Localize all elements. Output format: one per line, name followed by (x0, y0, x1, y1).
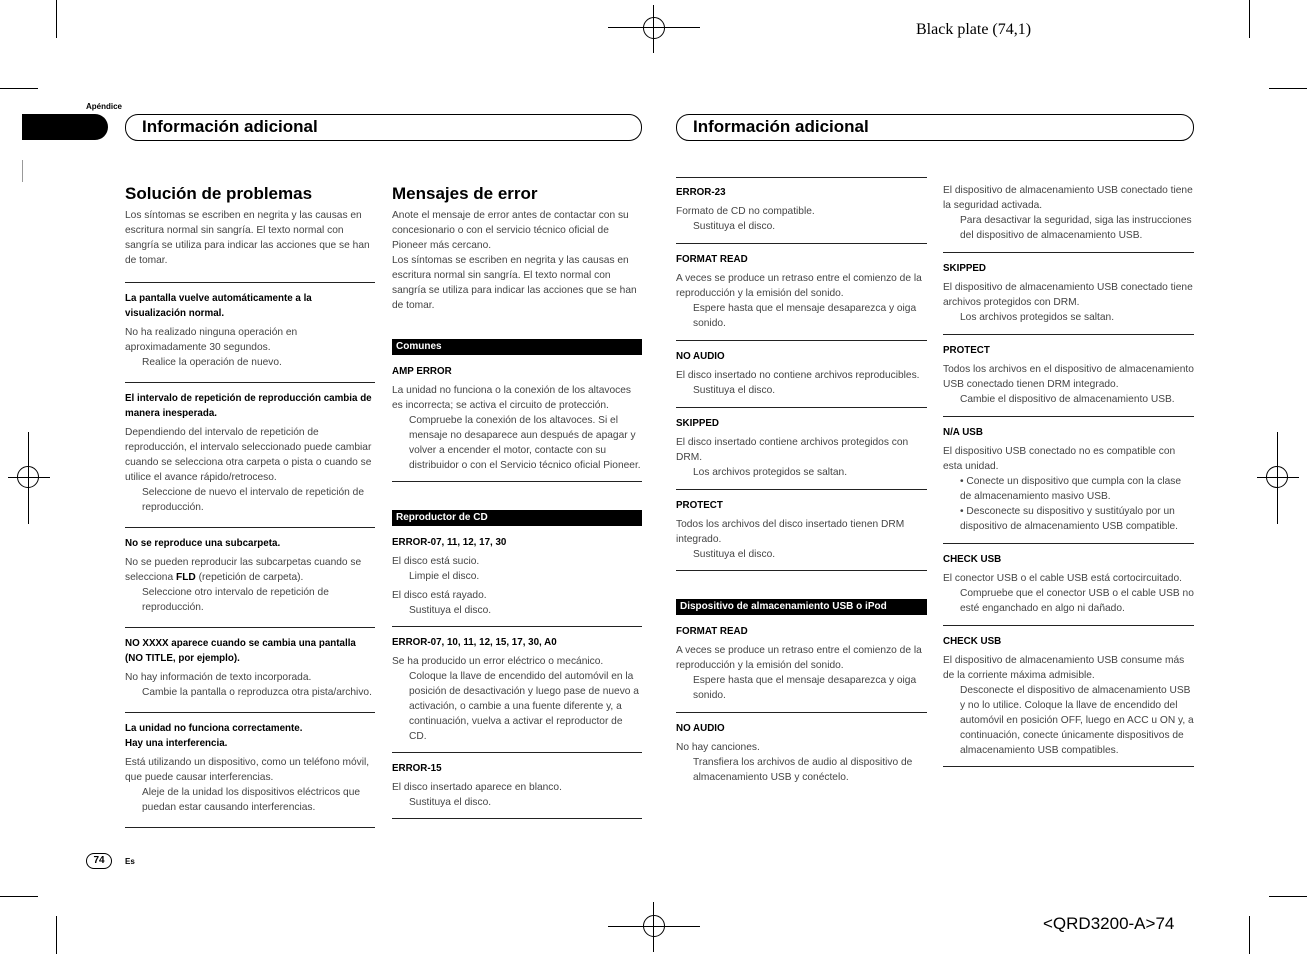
page-number: 74 (86, 853, 112, 869)
item (676, 712, 927, 785)
section-bar-common: Comunes (392, 339, 642, 355)
item (125, 282, 375, 370)
crop-mark (0, 88, 38, 89)
action: • Conecte un dispositivo que cumpla con la clase de almacenamiento masivo USB. (960, 476, 1182, 502)
header-left (125, 114, 642, 141)
cause-text: (repetición de carpeta). (195, 572, 304, 583)
registration-mark-top (608, 0, 700, 56)
error-code: PROTECT (676, 500, 723, 511)
cause: El dispositivo de almacenamiento USB consume más de la corriente máxima admisible. (943, 655, 1185, 681)
action: Cambie el dispositivo de almacenamiento USB. (960, 394, 1175, 405)
cause: Está utilizando un dispositivo, como un teléfono móvil, que puede causar interferencias. (125, 757, 370, 783)
cause: Todos los archivos en el dispositivo de almacenamiento USB conectado tienen DRM integrado. (943, 364, 1194, 390)
action: Cambie la pantalla o reproduzca otra pista/archivo. (142, 687, 372, 698)
symptom: Hay una interferencia. (125, 738, 228, 749)
item (943, 416, 1194, 534)
crop-mark (1249, 0, 1250, 38)
item (676, 243, 927, 331)
symptom: No se reproduce una subcarpeta. (125, 538, 281, 549)
item (676, 624, 927, 703)
error-code: NO AUDIO (676, 351, 725, 362)
cause: No hay canciones. (676, 742, 760, 753)
header-title: Información adicional (142, 117, 318, 136)
action: Espere hasta que el mensaje desaparezca y oiga sonido. (693, 675, 917, 701)
cause-text: No se pueden reproducir las subcarpetas cuando se selecciona (125, 557, 362, 583)
cause: El conector USB o el cable USB está cortocircuitado. (943, 573, 1182, 584)
action: Aleje de la unidad los dispositivos eléctricos que puedan estar causando interferencias. (142, 787, 361, 813)
cause: El disco está sucio. (392, 556, 480, 567)
error-code: AMP ERROR (392, 366, 452, 377)
section-label: Apéndice (86, 102, 123, 111)
error-code: ERROR-23 (676, 187, 726, 198)
cause: Formato de CD no compatible. (676, 206, 815, 217)
cause: A veces se produce un retraso entre el comienzo de la reproducción y la emisión del sonido. (676, 645, 922, 671)
header-title: Información adicional (693, 117, 869, 136)
item (943, 183, 1194, 243)
crop-mark (22, 160, 23, 182)
item (125, 627, 375, 700)
crop-mark (1269, 88, 1307, 89)
action: Los archivos protegidos se saltan. (693, 467, 848, 478)
registration-mark-left (8, 432, 50, 524)
action: Coloque la llave de encendido del automóvil en la posición de desactivación y luego pase de nuevo a activación, o cambie a una fuente diferente y, a continuación, vuelva a activar el reproductor de CD. (409, 671, 639, 742)
section-tab (22, 114, 108, 140)
cause: El dispositivo USB conectado no es compatible con esta unidad. (943, 446, 1176, 472)
divider (943, 766, 1194, 767)
cause: No ha realizado ninguna operación en aproximadamente 30 segundos. (125, 327, 298, 353)
item (392, 752, 642, 810)
cause: Todos los archivos del disco insertado tienen DRM integrado. (676, 519, 905, 545)
cause: El disco insertado contiene archivos protegidos con DRM. (676, 437, 909, 463)
action: Seleccione de nuevo el intervalo de repetición de reproducción. (142, 487, 365, 513)
action: Seleccione otro intervalo de repetición de reproducción. (142, 587, 329, 613)
action: Limpie el disco. (409, 571, 480, 582)
error-code: FORMAT READ (676, 254, 748, 265)
header-right (676, 114, 1194, 141)
item (676, 177, 927, 234)
cause: El dispositivo de almacenamiento USB conectado tiene archivos protegidos con DRM. (943, 282, 1193, 308)
action: Sustituya el disco. (693, 221, 776, 232)
error-code: CHECK USB (943, 636, 1002, 647)
error-code: SKIPPED (676, 418, 720, 429)
crop-mark (56, 916, 57, 954)
item (125, 712, 375, 815)
symptom: La unidad no funciona correctamente. (125, 723, 303, 734)
item (676, 407, 927, 480)
registration-mark-bottom (608, 902, 700, 954)
cause: El disco está rayado. (392, 590, 487, 601)
action: Sustituya el disco. (693, 385, 776, 396)
cause: El disco insertado no contiene archivos reproducibles. (676, 370, 920, 381)
item (392, 364, 642, 473)
error-code: FORMAT READ (676, 626, 748, 637)
item (943, 543, 1194, 616)
action: Realice la operación de nuevo. (142, 357, 282, 368)
error-code: ERROR-15 (392, 763, 442, 774)
column-errors-cont (676, 177, 927, 785)
cause: El dispositivo de almacenamiento USB conectado tiene la seguridad activada. (943, 185, 1193, 211)
item (676, 489, 927, 562)
symptom: El intervalo de repetición de reproducción cambia de manera inesperada. (125, 393, 372, 419)
intro: Anote el mensaje de error antes de contactar con su concesionario o con el servicio técnico oficial de Pioneer más cercano. (392, 210, 629, 251)
crop-mark (56, 0, 57, 38)
cause: No hay información de texto incorporada. (125, 672, 312, 683)
action: Los archivos protegidos se saltan. (960, 312, 1115, 323)
item (392, 535, 642, 618)
cause: A veces se produce un retraso entre el comienzo de la reproducción y la emisión del sonido. (676, 273, 922, 299)
cause: El disco insertado aparece en blanco. (392, 782, 562, 793)
error-code: ERROR-07, 11, 12, 17, 30 (392, 537, 507, 548)
action: Compruebe que el conector USB o el cable USB no esté enganchado en algo ni dañado. (960, 588, 1194, 614)
item (943, 252, 1194, 325)
document-code: <QRD3200-A>74 (1043, 914, 1175, 933)
action: Para desactivar la seguridad, siga las instrucciones del dispositivo de almacenamiento USB. (960, 215, 1192, 241)
action: Transfiera los archivos de audio al dispositivo de almacenamiento USB y conéctelo. (693, 757, 913, 783)
cause: Se ha producido un error eléctrico o mecánico. (392, 656, 604, 667)
intro: Los síntomas se escriben en negrita y las causas en escritura normal sin sangría. El texto normal con sangría se utiliza para indicar las acciones que se han de tomar. (125, 210, 370, 266)
divider (125, 827, 375, 828)
cause: La unidad no funciona o la conexión de los altavoces es incorrecta; se activa el circuito de protección. (392, 385, 632, 411)
cause (125, 555, 375, 585)
section-bar-cd: Reproductor de CD (392, 510, 642, 526)
action: Sustituya el disco. (409, 605, 492, 616)
section-bar-usb: Dispositivo de almacenamiento USB o iPod (676, 599, 927, 615)
cause-bold: FLD (175, 572, 196, 583)
crop-mark (1249, 916, 1250, 954)
language-code: Es (125, 857, 135, 866)
symptom: NO XXXX aparece cuando se cambia una pantalla (NO TITLE, por ejemplo). (125, 638, 356, 664)
intro: Los síntomas se escriben en negrita y las causas en escritura normal sin sangría. El texto normal con sangría se utiliza para indicar las acciones que se han de tomar. (392, 255, 637, 311)
action: Sustituya el disco. (409, 797, 492, 808)
symptom: La pantalla vuelve automáticamente a la visualización normal. (125, 293, 312, 319)
item (943, 625, 1194, 758)
column-troubleshooting (125, 184, 375, 828)
divider (392, 818, 642, 819)
error-code: ERROR-07, 10, 11, 12, 15, 17, 30, A0 (392, 637, 557, 648)
action: Compruebe la conexión de los altavoces. Si el mensaje no desaparece aun después de apagar y volver a encender el motor, contacte con su distribuidor o con el Servicio técnico oficial Pioneer. (409, 415, 641, 471)
crop-mark (1269, 896, 1307, 897)
crop-mark (0, 896, 38, 897)
column-usb-errors (943, 183, 1194, 767)
action: • Desconecte su dispositivo y sustitúyalo por un dispositivo de almacenamiento USB compatible. (960, 506, 1179, 532)
error-code: SKIPPED (943, 263, 987, 274)
registration-mark-right (1257, 432, 1299, 524)
error-code: PROTECT (943, 345, 990, 356)
action: Desconecte el dispositivo de almacenamiento USB y no lo utilice. Coloque la llave de encendido del automóvil en posición OFF, luego en ACC u ON y, a continuación, conecte únicamente dispositivos de almacenamiento USB compatibles. (960, 685, 1194, 756)
action: Espere hasta que el mensaje desaparezca y oiga sonido. (693, 303, 917, 329)
black-plate-label: Black plate (74,1) (916, 21, 1032, 38)
cause: Dependiendo del intervalo de repetición de reproducción, el intervalo seleccionado puede cambiar cuando se selecciona otra carpeta o pista o cuando se utilice el avance rápido/retroceso. (125, 427, 372, 483)
heading: Mensajes de error (392, 184, 538, 203)
item (125, 527, 375, 615)
divider (392, 481, 642, 482)
item (943, 334, 1194, 407)
action: Sustituya el disco. (693, 549, 776, 560)
item (125, 382, 375, 515)
item (676, 340, 927, 398)
heading: Solución de problemas (125, 184, 313, 203)
divider (676, 570, 927, 571)
error-code: NO AUDIO (676, 723, 725, 734)
error-code: CHECK USB (943, 554, 1002, 565)
item (392, 626, 642, 744)
error-code: N/A USB (943, 427, 983, 438)
column-error-messages (392, 184, 642, 819)
